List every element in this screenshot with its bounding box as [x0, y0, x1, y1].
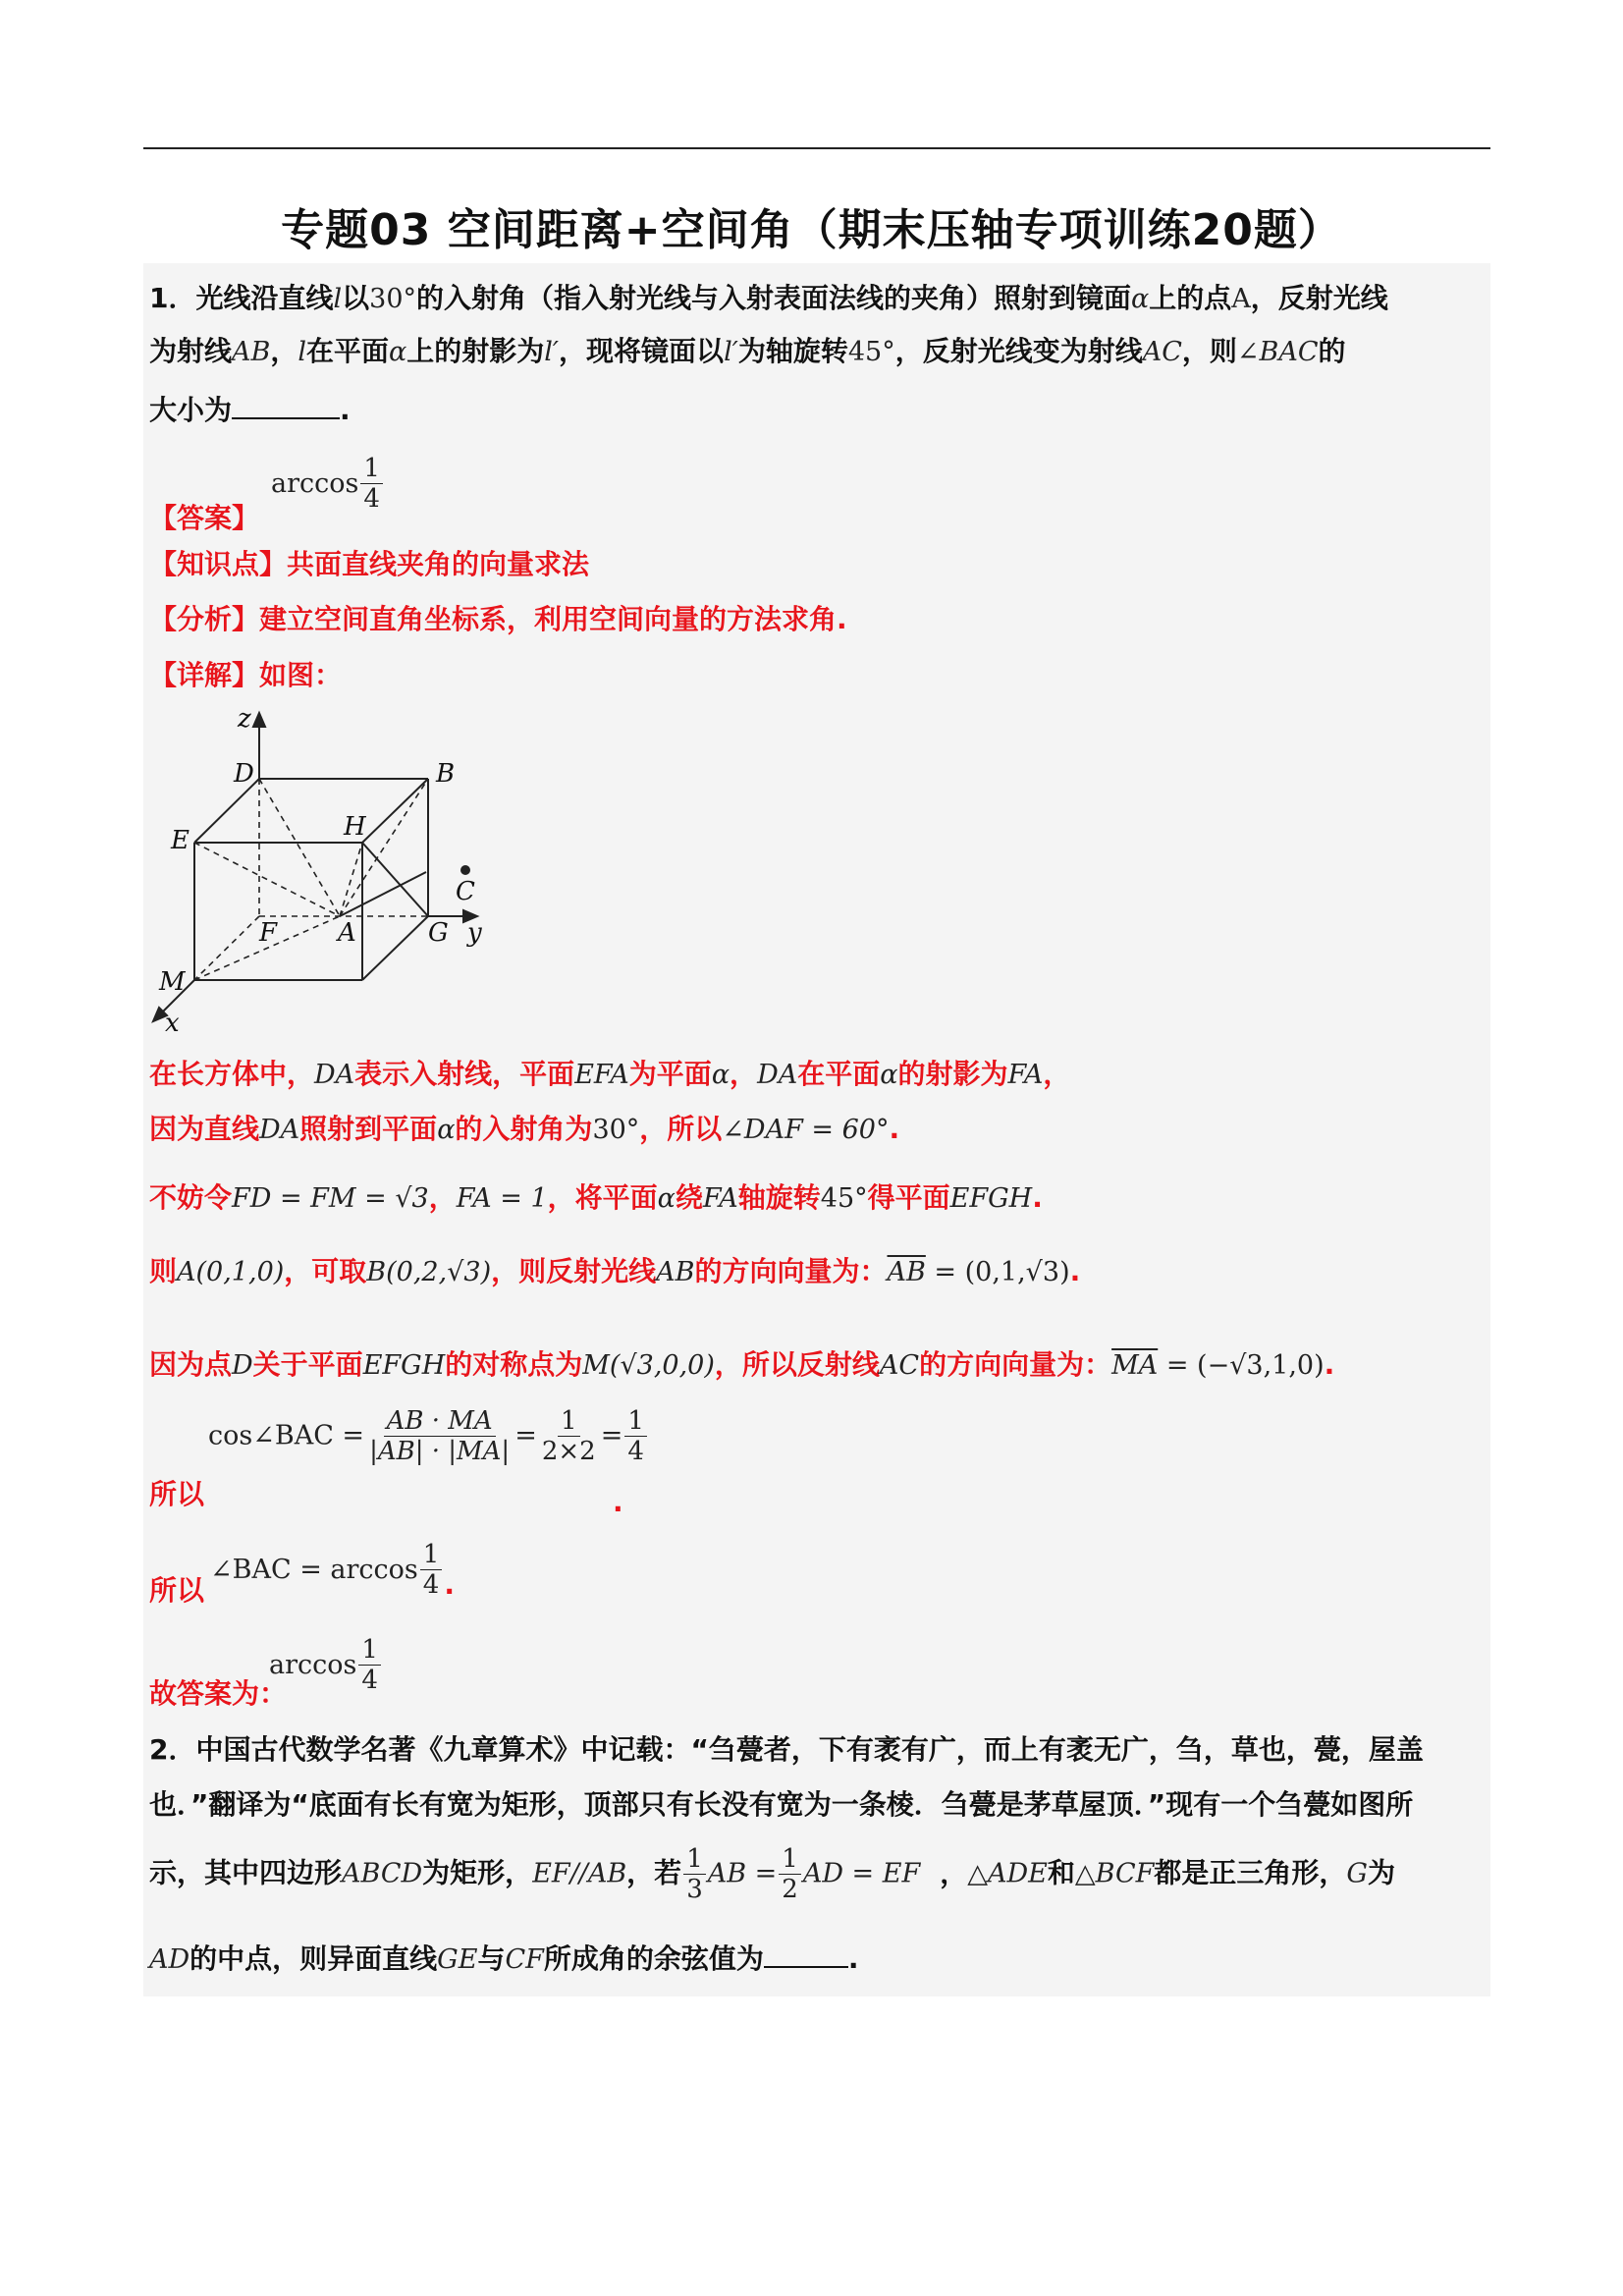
analysis-line — [149, 600, 847, 639]
sol-line-7 — [149, 1540, 455, 1607]
math-vector-MA-value: = (−√3,1,0) — [1158, 1350, 1325, 1381]
sol-text: . — [1324, 1348, 1335, 1381]
q1-text: . — [340, 394, 351, 426]
math-angle-DAF: ∠DAF = 60° — [722, 1115, 890, 1145]
label-B: B — [436, 759, 456, 789]
math-FD-FM: FD = FM = √3 — [232, 1183, 429, 1214]
sol-text: 的入射角为 — [455, 1113, 593, 1145]
sol-text: ，可取 — [284, 1255, 367, 1287]
sol-text: 在平面 — [797, 1058, 881, 1090]
q1-text: 光线沿直线 — [195, 282, 334, 314]
q1-text: 大小为 — [149, 394, 233, 426]
edge-HB — [362, 779, 428, 843]
math-triangle-ADE: △ADE — [967, 1858, 1048, 1889]
detail-line — [149, 656, 342, 695]
math-CF: CF — [505, 1944, 544, 1975]
math-DA: DA — [259, 1115, 300, 1145]
q2-text: 的中点，则异面直线 — [189, 1942, 438, 1975]
sol-line-2 — [149, 1110, 899, 1150]
frac-denominator: 4 — [363, 484, 380, 514]
frac-numerator: 1 — [558, 1406, 580, 1437]
q1-text: ，反射光线 — [1250, 282, 1388, 314]
frac-numerator: 1 — [420, 1540, 443, 1570]
q1-line-1 — [149, 279, 1388, 319]
math-G: G — [1346, 1858, 1368, 1889]
sol-text: ，将平面 — [547, 1181, 658, 1214]
answer-fraction — [360, 454, 383, 514]
q2-line-4 — [149, 1940, 859, 1980]
sol-text: 不妨令 — [149, 1181, 233, 1214]
answer-blank — [764, 1942, 848, 1968]
math-AC: AC — [1142, 337, 1182, 367]
knowledge-label: 【知识点】 — [149, 548, 288, 580]
math-30deg: 30° — [592, 1115, 640, 1145]
frac-denominator: |AB| · |MA| — [369, 1437, 511, 1466]
line-AB — [340, 779, 428, 916]
sol-text: ， — [1043, 1058, 1071, 1090]
math-cos-BAC: cos∠BAC = — [208, 1420, 365, 1451]
math-alpha: α — [1131, 284, 1150, 314]
math-point-A: A(0,1,0) — [177, 1257, 285, 1287]
sol-text: 故答案为： — [149, 1676, 288, 1710]
q2-line-2 — [149, 1785, 1413, 1825]
q2-text: 为矩形， — [422, 1856, 533, 1889]
q2-text: 和 — [1047, 1856, 1075, 1889]
line-FM-hidden — [194, 916, 259, 980]
q2-text: 所成角的余弦值为 — [543, 1942, 764, 1975]
q1-line-3 — [149, 391, 351, 430]
sol-text: 绕 — [675, 1181, 703, 1214]
q1-text: 为轴旋转 — [737, 335, 848, 367]
sol-line-4 — [149, 1252, 1080, 1292]
math-GE: GE — [437, 1944, 478, 1975]
sol-text: 则 — [149, 1255, 178, 1287]
math-AB-eq: AB = — [707, 1858, 778, 1889]
page-title: 专题03 空间距离+空间角（期末压轴专项训练20题） — [281, 205, 1342, 255]
sol-text: 表示入射线，平面 — [354, 1058, 575, 1090]
sol-text: 因为直线 — [149, 1113, 260, 1145]
q2-fraction-2 — [779, 1844, 801, 1904]
math-FA-1: FA = 1 — [456, 1183, 548, 1214]
axis-z-arrow — [253, 713, 265, 727]
math-EFGH: EFGH — [949, 1183, 1033, 1214]
sol-text: . — [613, 1486, 623, 1518]
sol-text: ，所以 — [639, 1113, 723, 1145]
math-equals: = — [600, 1420, 623, 1451]
math-l-prime: l′ — [544, 337, 560, 367]
math-vector-AB: $\overline{AB}$ — [887, 1257, 926, 1287]
sol-text: ， — [428, 1181, 457, 1214]
sol-text: 的方向向量为： — [694, 1255, 888, 1287]
sol-text: 因为点 — [149, 1348, 233, 1381]
frac-numerator: AB · MA — [384, 1406, 496, 1437]
math-alpha: α — [389, 337, 407, 367]
frac-denominator: 4 — [627, 1437, 644, 1466]
q2-fraction-1 — [683, 1844, 706, 1904]
math-l: l — [333, 284, 343, 314]
label-C: C — [456, 877, 475, 906]
sol-text: ， — [730, 1058, 758, 1090]
line-AH — [340, 843, 362, 916]
math-AC: AC — [879, 1350, 920, 1381]
sol-text: 的方向向量为： — [919, 1348, 1112, 1381]
math-alpha: α — [711, 1060, 730, 1090]
q2-text: 为 — [1367, 1856, 1395, 1889]
label-H: H — [344, 812, 366, 842]
cos-fraction-2 — [539, 1406, 599, 1466]
q1-text: ，则 — [1181, 335, 1237, 367]
q1-text: 在平面 — [306, 335, 390, 367]
frac-numerator: 1 — [779, 1844, 801, 1875]
math-vector-MA: $\overline{MA}$ — [1111, 1350, 1159, 1381]
cos-fraction-main — [366, 1406, 513, 1466]
detail-label: 【详解】 — [149, 659, 260, 691]
label-E: E — [171, 826, 189, 855]
math-l-prime: l′ — [724, 337, 738, 367]
frac-numerator: 1 — [683, 1844, 706, 1875]
math-point-B: B(0,2,√3) — [366, 1257, 492, 1287]
math-l: l — [298, 337, 307, 367]
header-rule — [143, 147, 1490, 149]
math-45deg: 45° — [820, 1183, 868, 1214]
math-DA: DA — [757, 1060, 798, 1090]
analysis-text: 建立空间直角坐标系，利用空间向量的方法求角. — [259, 603, 847, 635]
math-AD-eq-EF: AD = EF — [802, 1858, 921, 1889]
math-arccos: arccos — [269, 1649, 357, 1680]
analysis-label: 【分析】 — [149, 603, 260, 635]
q2-line-1 — [149, 1730, 1424, 1770]
sol-text: 所以 — [149, 1573, 205, 1607]
label-A: A — [338, 918, 356, 948]
q2-text: 示，其中四边形 — [149, 1856, 343, 1889]
math-angle-BAC: ∠BAC — [1236, 337, 1319, 367]
sol-text: . — [889, 1113, 900, 1145]
q2-text: 与 — [477, 1942, 506, 1975]
q1-text: 的 — [1318, 335, 1346, 367]
sol-text: 关于平面 — [252, 1348, 363, 1381]
math-alpha: α — [437, 1115, 456, 1145]
math-EF-parallel-AB: EF//AB — [532, 1858, 627, 1889]
label-y: y — [467, 918, 482, 948]
math-DA: DA — [314, 1060, 355, 1090]
knowledge-text: 共面直线夹角的向量求法 — [287, 548, 590, 580]
sol-line-7-fraction — [420, 1540, 443, 1600]
sol-line-3 — [149, 1178, 1043, 1219]
cos-formula — [208, 1406, 649, 1466]
sol-text: 照射到平面 — [299, 1113, 438, 1145]
math-angle-BAC-arccos: ∠BAC = arccos — [210, 1554, 418, 1585]
math-AB: AB — [656, 1257, 695, 1287]
answer-blank — [232, 394, 340, 419]
sol-text: . — [1069, 1255, 1081, 1287]
math-FA: FA — [702, 1183, 738, 1214]
math-EFGH: EFGH — [362, 1350, 446, 1381]
math-D: D — [232, 1350, 253, 1381]
label-M: M — [159, 967, 186, 997]
frac-denominator: 2×2 — [541, 1437, 596, 1466]
sol-text: 的对称点为 — [445, 1348, 583, 1381]
answer-arccos: arccos — [271, 467, 359, 499]
q2-text: . — [847, 1942, 859, 1975]
sol-text: . — [444, 1567, 455, 1601]
sol-text: ，则反射光线 — [491, 1255, 657, 1287]
q1-text: ，现将镜面以 — [559, 335, 725, 367]
math-vector-AB-value: = (0,1,√3) — [925, 1257, 1070, 1287]
knowledge-line — [149, 545, 589, 584]
detail-text: 如图： — [259, 659, 343, 691]
math-EFA: EFA — [574, 1060, 629, 1090]
q2-text: ，若 — [626, 1856, 682, 1889]
label-G: G — [428, 918, 449, 948]
line-EA — [194, 843, 340, 916]
sol-line-6-dot — [613, 1483, 623, 1522]
math-30deg: 30° — [369, 284, 417, 314]
line-HG — [362, 843, 428, 916]
sol-line-8-fraction — [358, 1635, 381, 1695]
q1-text: 上的射影为 — [406, 335, 545, 367]
point-C — [461, 866, 469, 874]
math-FA: FA — [1007, 1060, 1044, 1090]
q1-number: 1． — [149, 282, 196, 314]
frac-numerator: 1 — [360, 454, 383, 484]
q2-text: ， — [940, 1856, 968, 1889]
q1-line-2 — [149, 332, 1346, 372]
sol-line-5 — [149, 1345, 1334, 1386]
math-AB: AB — [232, 337, 271, 367]
q1-text: 以 — [342, 282, 370, 314]
frac-numerator: 1 — [624, 1406, 647, 1437]
cos-fraction-3 — [624, 1406, 647, 1466]
edge-bottom-right — [362, 916, 428, 980]
label-x: x — [165, 1009, 180, 1038]
sol-text: . — [1032, 1181, 1043, 1214]
sol-line-1 — [149, 1055, 1070, 1095]
answer-line — [149, 454, 385, 534]
sol-text: ，所以反射线 — [714, 1348, 880, 1381]
math-A: A — [1231, 284, 1251, 314]
q2-text: 也．”翻译为“底面有长有宽为矩形，顶部只有长没有宽为一条棱．刍甍是茅草屋顶．”现有一个刍甍如图所 — [149, 1788, 1414, 1821]
q2-number: 2． — [149, 1733, 196, 1766]
math-triangle-BCF: △BCF — [1074, 1858, 1155, 1889]
math-45deg: 45° — [847, 337, 895, 367]
sol-line-8 — [149, 1635, 383, 1710]
sol-text: 的射影为 — [897, 1058, 1008, 1090]
sol-text: 为平面 — [628, 1058, 712, 1090]
q1-text: ，反射光线变为射线 — [894, 335, 1143, 367]
q1-text: 为射线 — [149, 335, 233, 367]
label-F: F — [259, 918, 278, 948]
cuboid-figure — [143, 705, 516, 1039]
math-equals: = — [514, 1420, 537, 1451]
q1-text: 的入射角（指入射光线与入射表面法线的夹角）照射到镜面 — [416, 282, 1132, 314]
answer-label: 【答案】 — [149, 501, 260, 534]
q1-text: 上的点 — [1149, 282, 1232, 314]
math-ABCD: ABCD — [342, 1858, 423, 1889]
frac-denominator: 3 — [686, 1875, 703, 1904]
frac-numerator: 1 — [358, 1635, 381, 1666]
frac-denominator: 4 — [422, 1570, 440, 1600]
q1-text: ， — [270, 335, 298, 367]
sol-text: 轴旋转 — [737, 1181, 821, 1214]
label-D: D — [234, 759, 254, 789]
frac-denominator: 4 — [361, 1666, 378, 1695]
sol-line-6-label — [149, 1475, 204, 1514]
sol-text: 所以 — [149, 1478, 205, 1510]
label-z: z — [238, 705, 251, 734]
line-DA — [259, 779, 340, 916]
q2-line-3 — [149, 1844, 1395, 1904]
math-alpha: α — [657, 1183, 676, 1214]
math-point-M: M(√3,0,0) — [582, 1350, 715, 1381]
q2-text: 都是正三角形， — [1154, 1856, 1347, 1889]
q2-text: 中国古代数学名著《九章算术》中记载：“刍甍者，下有袤有广，而上有袤无广，刍，草也，甍，屋盖 — [195, 1733, 1424, 1766]
line-AC — [340, 872, 426, 916]
sol-text: 在长方体中， — [149, 1058, 315, 1090]
math-alpha: α — [880, 1060, 898, 1090]
math-AD: AD — [149, 1944, 190, 1975]
frac-denominator: 2 — [782, 1875, 798, 1904]
sol-text: 得平面 — [867, 1181, 950, 1214]
